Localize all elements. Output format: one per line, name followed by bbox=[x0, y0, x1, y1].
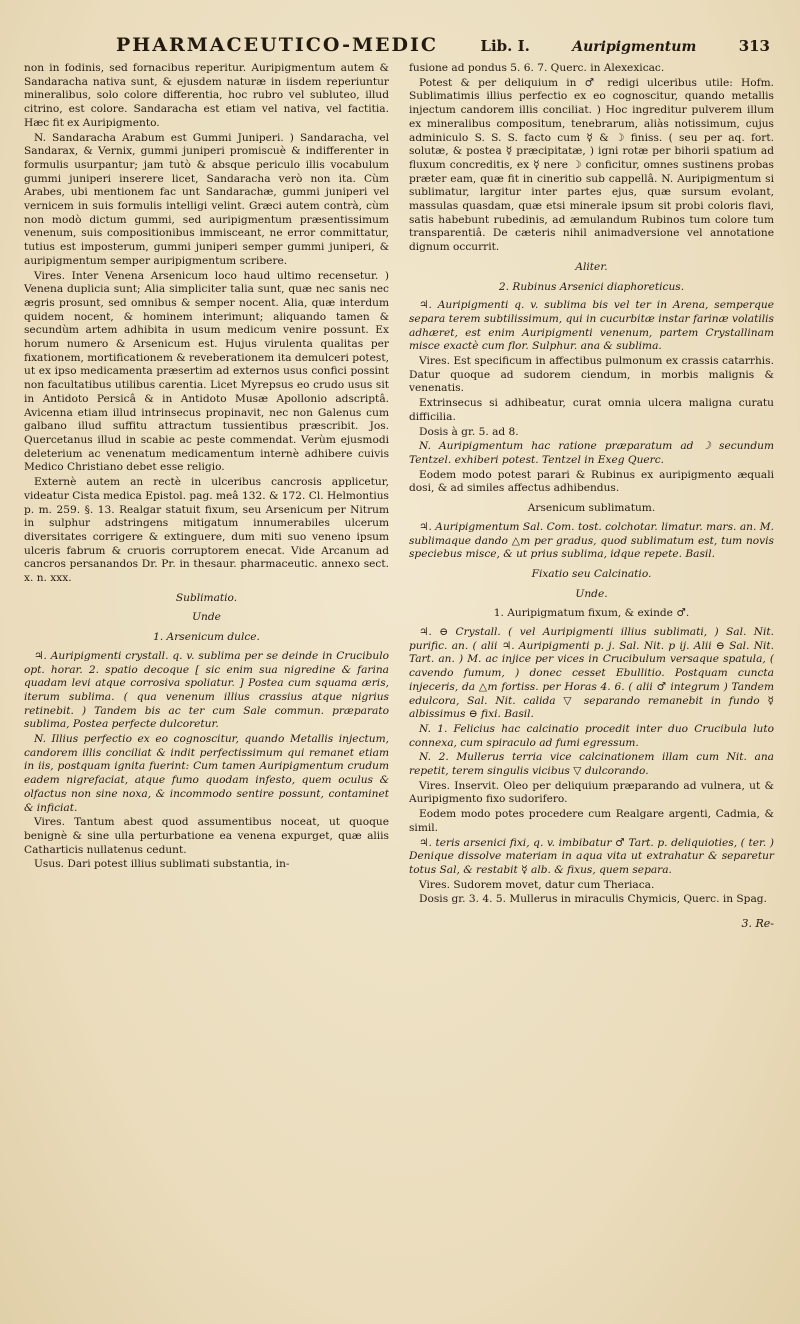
book-number: Lib. I. bbox=[480, 37, 530, 55]
section-heading: 2. Rubinus Arsenici diaphoreticus. bbox=[498, 280, 685, 293]
section-heading: Aliter. bbox=[575, 260, 608, 273]
paragraph: Vires. Inter Venena Arsenicum loco haud ultimo recensetur. ) Venena duplicia sunt; Alia simpliciter talia sunt, quæ nec sanis nec ægris prosunt, sed omnibus & semper nocent. Alia, quæ interdum quidem nocent, & hominem interimunt; aliquando tamen & secundùm artem adhibita in usum medicum venire possunt. Ex horum numero & Arsenicum est. Hujus virulenta qualitas per fixationem, mortificationem & reveberationem ita demulceri potest, ut ex ipso medicamenta præsertim ad externos usus confici possint non facultatibus utilibus carentia. Licet Myrepsus eo crudo usus sit in Antidoto Persicâ & in Antidoto Musæ Apollonio adscriptâ. Avicenna etiam illud intrinsecus propinavit, nec non Galenus cum galbano illud suffitu attractum tussientibus præscribit. Jos. Quercetanus illud in scabie ac peste commendat. Verùm ejusmodi deleterium ac venenatum medicamentum internè adhibere cuivis Medico Christiano debet esse religio. bbox=[24, 269, 389, 474]
paragraph: Potest & per deliquium in ♂ redigi ulceribus utile: Hofm. Sublimatimis illius perfectio ex eo cognoscitur, quando metallis injectum candorem illis conciliat. ) Hoc ingreditur pulverem illum ex mineralibus compositum, tenebrarum, aliàs notissimum, cujus adminiculo S. S. S. facto cum ☿ & ☽ finiss. ( seu per aq. fort. solutæ, & postea ☿ præcipitatæ, ) igni rotæ per bihorii spatium ad fluxum concreditis, ex ☿ nere ☽ conficitur, omnes sustinens probas præter eam, quæ fit in cineritio sub cappellâ. N. Auripigmentum si sublimatur, largitur inter partes ejus, quæ sursum evolant, massulas quasdam, quæ etsi minerale ipsum sit probi coloris flavi, satis habebunt rubedinis, ad æmulandum Rubinos tum colore tum transparentiâ. De cæteris nihil animadversione vel annotatione dignum occurrit. bbox=[409, 76, 774, 254]
running-title: PHARMACEUTICO-MEDIC bbox=[116, 34, 438, 56]
paragraph: fusione ad pondus 5. 6. 7. Querc. in Alexexicac. bbox=[409, 62, 665, 74]
paragraph: ♃. Auripigmenti crystall. q. v. sublima per se deinde in Crucibulo opt. horar. 2. spatio decoque [ sic enim sua nigredine & farina quadam levi atque corrosiva spoliatur. ] Postea cum squama æris, iterum sublima. ( qua venenum illius crassius atque nigrius retinebit. ) Tandem bis ac ter cum Sale commun. præparato sublima, Postea perfecte dulcoretur. bbox=[24, 649, 389, 731]
paragraph: Eodem modo potest parari & Rubinus ex auripigmento æquali dosi, & ad similes affectus adhibendus. bbox=[409, 468, 774, 495]
paragraph: ♃. ⊖ Crystall. ( vel Auripigmenti illius sublimati, ) Sal. Nit. purific. an. ( alii ♃. Auripigmenti p. j. Sal. Nit. p ij. Alii ⊖ Sal. Nit. Tart. an. ) M. ac injice per vices in Crucibulum versaque spatula, ( cavendo fumum, ) donec cesset Ebullitio. Postquam cuncta injeceris, da △m fortiss. per Horas 4. 6. ( alii ♂ integrum ) Tandem edulcora, Sal. Nit. calida ▽ separando remanebit in fundo ☿ albissimus ⊖ fixi. Basil. bbox=[409, 626, 774, 721]
paragraph: N. Illius perfectio ex eo cognoscitur, quando Metallis injectum, candorem illis conciliat & indit perfectissimum qui remanet etiam in iis, postquam ignita fuerint: Cum tamen Auripigmentum crudum eadem nigrefaciat, atque fumo quodam infesto, quem oculus & olfactus non sine noxa, & incommodo sentire possunt, contaminet & inficiat. bbox=[24, 733, 389, 814]
paragraph: Dosis gr. 3. 4. 5. Mullerus in miraculis Chymicis, Querc. in Spag. bbox=[419, 893, 767, 906]
section-heading: Arsenicum sublimatum. bbox=[527, 502, 656, 515]
topic-heading: Auripigmentum bbox=[572, 39, 697, 55]
section-heading: Unde. bbox=[575, 587, 608, 600]
running-header bbox=[116, 34, 770, 60]
left-column bbox=[24, 62, 389, 931]
section-heading: 1. Arsenicum dulce. bbox=[153, 631, 260, 644]
paragraph: Extrinsecus si adhibeatur, curat omnia ulcera maligna curatu difficilia. bbox=[409, 397, 774, 423]
paragraph: N. 2. Mullerus terria vice calcinationem illam cum Nit. ana repetit, terem singulis vicibus ▽ dulcorando. bbox=[409, 751, 774, 778]
paragraph: Vires. Inservit. Oleo per deliquium præparando ad vulnera, ut & Auripigmento fixo sudorifero. bbox=[409, 779, 774, 806]
paragraph: ♃. Auripigmentum Sal. Com. tost. colchotar. limatur. mars. an. M. sublimaque dando △m per gradus, quod sublimatum est, tum novis speciebus misce, & ut prius sublima, idque repete. Basil. bbox=[409, 520, 774, 561]
page-number: 313 bbox=[738, 37, 770, 55]
catchword: 3. Re- bbox=[741, 917, 774, 931]
text-columns bbox=[24, 62, 774, 931]
paragraph: Vires. Tantum abest quod assumentibus noceat, ut quoque benignè & sine ulla perturbatione ea venena expurget, quæ aliis Catharticis nullatenus cedunt. bbox=[24, 816, 389, 856]
paragraph: Eodem modo potes procedere cum Realgare argenti, Cadmia, & simil. bbox=[409, 808, 774, 834]
right-column-body bbox=[409, 62, 774, 907]
paragraph: N. Auripigmentum hac ratione præparatum ad ☽ secundum Tentzel. exhiberi potest. Tentzel in Exeg Querc. bbox=[409, 440, 774, 466]
paragraph: Dosis à gr. 5. ad 8. bbox=[419, 425, 519, 438]
section-heading: Unde bbox=[192, 611, 221, 624]
paragraph: non in fodinis, sed fornacibus reperitur. Auripigmentum autem & Sandaracha nativa sunt, & ejusdem naturæ in iisdem reperiuntur mineralibus, solo colore differentia, hoc rubro vel subluteo, illud citrino, est colore. Sandaracha est etiam vel nativa, vel factitia. Hæc fit ex Auripigmento. bbox=[24, 62, 389, 129]
right-column bbox=[409, 62, 774, 931]
paragraph: ♃. teris arsenici fixi, q. v. imbibatur ♂ Tart. p. deliquioties, ( ter. ) Denique dissolve materiam in aqua vita ut extrahatur & separetur totus Sal, & restabit ☿ alb. & fixus, quem separa. bbox=[409, 836, 774, 876]
paragraph: Vires. Est specificum in affectibus pulmonum ex crassis catarrhis. Datur quoque ad sudorem ciendum, in morbis malignis & venenatis. bbox=[409, 355, 774, 395]
paragraph: Externè autem an rectè in ulceribus cancrosis applicetur, videatur Cista medica Epistol. pag. meâ 132. & 172. Cl. Helmontius p. m. 259. §. 13. Realgar statuit fixum, seu Arsenicum per Nitrum in sulphur adstringens mitigatum innumerabiles ulcerum diversitates corrigere & extinguere, dum miti suo veneno ipsum ulceris fabrum & cruoris corruptorem enecat. Vide Arcanum ad cancros persanandos Dr. Pr. in thesaur. pharmaceutic. annexo sect. x. n. xxx. bbox=[24, 476, 389, 585]
paragraph: Vires. Sudorem movet, datur cum Theriaca. bbox=[419, 878, 655, 891]
paragraph: Usus. Dari potest illius sublimati substantia, in- bbox=[34, 858, 290, 871]
section-heading: 1. Auripigmatum fixum, & exinde ♂. bbox=[493, 607, 690, 620]
paragraph: N. Sandaracha Arabum est Gummi Juniperi. ) Sandaracha, vel Sandarax, & Vernix, gummi juniperi promiscuè & indifferenter in formulis usurpantur; jam tutò & absque periculo illis vocabulum gummi juniperi inserere licet, Sandaracha verò non ita. Cùm Arabes, ubi mentionem fac unt Sandarachæ, gummi juniperi vel vernicem in suis formulis intelligi velint. Græci autem contrà, cùm non modò dictum gummi, sed auripigmentum præsentissimum venenum, suis compositionibus immisceant, ne error committatur, tutius est imposterum, gummi juniperi semper gummi juniperi, & auripigmentum semper auripigmentum scribere. bbox=[24, 131, 389, 267]
paragraph: ♃. Auripigmenti q. v. sublima bis vel ter in Arena, semperque separa terem subtilissimum, qui in cucurbitæ instar farinæ volatilis adhæret, est enim Auripigmenti venenum, partem Crystallinam misce exactè cum flor. Sulphur. ana & sublima. bbox=[409, 299, 774, 353]
paragraph: N. 1. Felicius hac calcinatio procedit inter duo Crucibula luto connexa, cum spiraculo ad fumi egressum. bbox=[409, 722, 774, 749]
section-heading: Fixatio seu Calcinatio. bbox=[531, 567, 652, 580]
section-heading: Sublimatio. bbox=[175, 591, 238, 604]
